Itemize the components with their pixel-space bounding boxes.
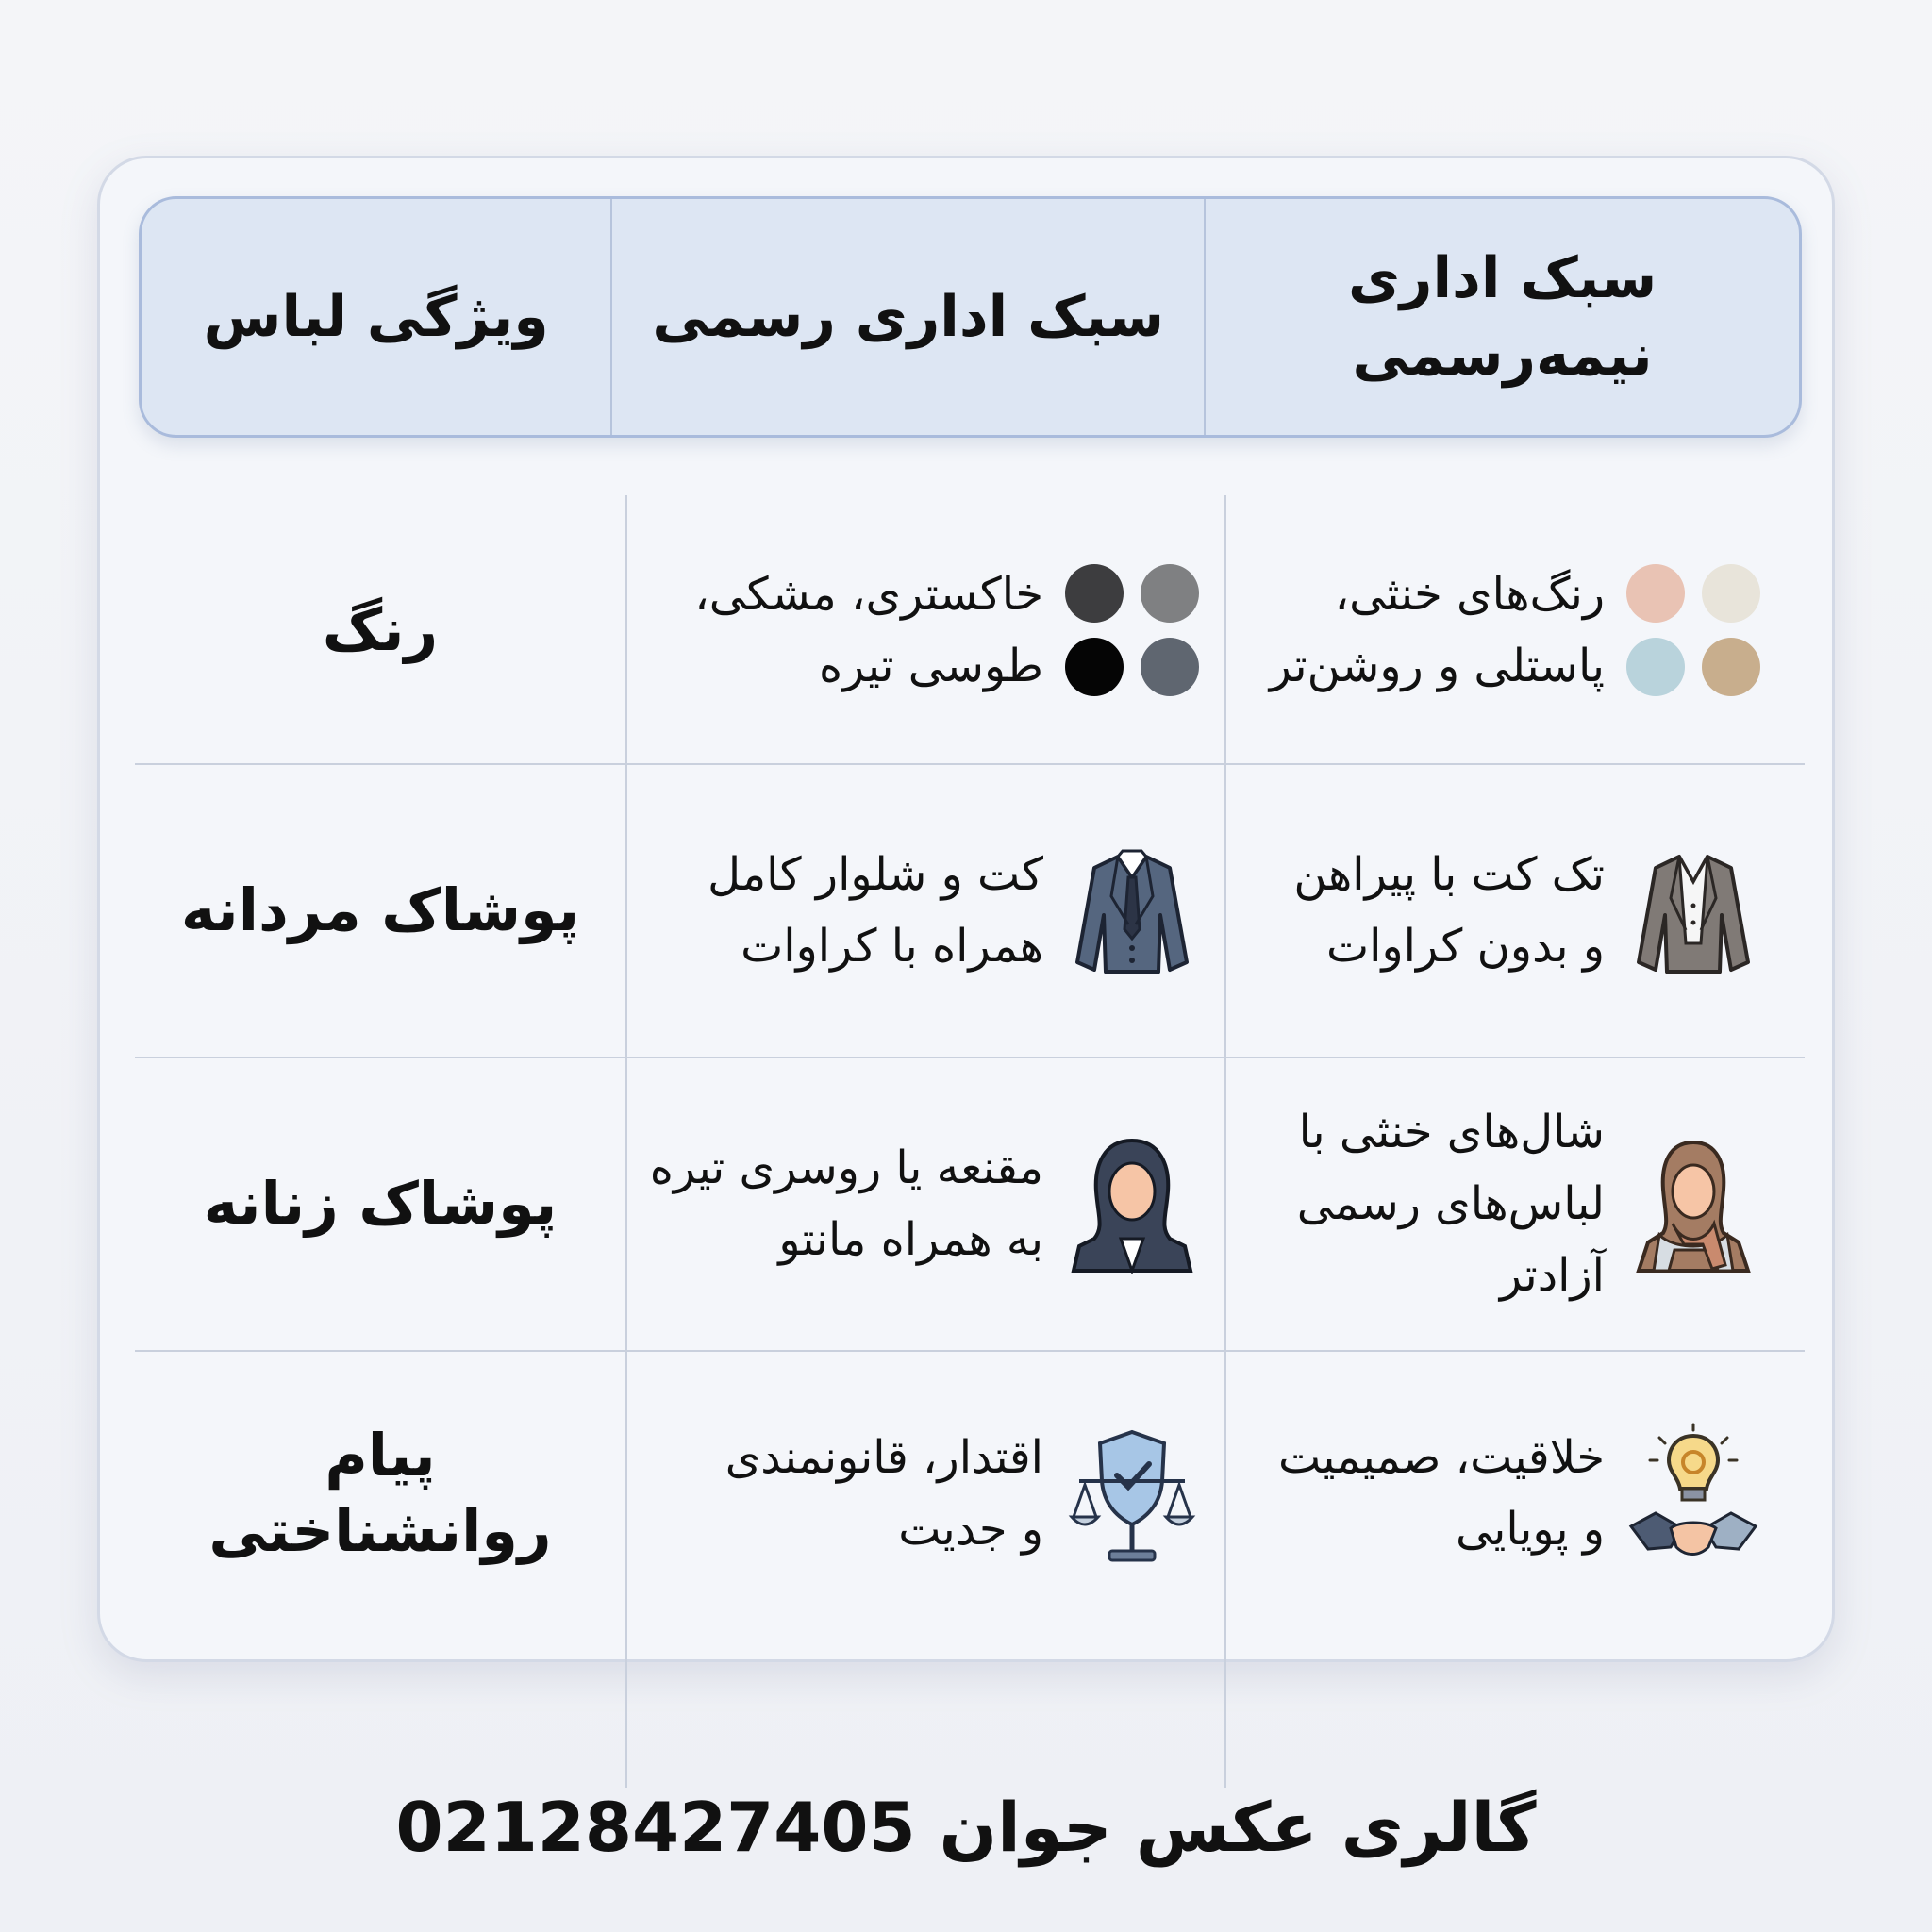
color-swatch — [1626, 564, 1685, 623]
cell-text: تک کت با پیراهن و بدون کراوات — [1293, 848, 1605, 973]
cell-text: شال‌های خنثی با لباس‌های رسمی آزادتر — [1296, 1106, 1605, 1302]
feature-label: پوشاک مردانه — [180, 875, 580, 944]
color-swatch — [1141, 638, 1199, 696]
header-semi-formal: سبک اداری نیمه‌رسمی — [1347, 245, 1657, 389]
cell-text: اقتدار، قانونمندی و جدیت — [724, 1431, 1043, 1556]
semi-formal-cell — [1226, 498, 1802, 762]
cell-text: خلاقیت، صمیمیت و پویایی — [1278, 1431, 1605, 1556]
table-row — [100, 1058, 1832, 1349]
color-swatches — [1066, 564, 1198, 696]
table-row — [100, 765, 1832, 1056]
color-swatch — [1065, 564, 1124, 623]
semi-formal-cell — [1226, 1352, 1802, 1635]
cell-text: خاکستری، مشکی، طوسی تیره — [694, 568, 1043, 692]
semi-formal-cell — [1226, 765, 1802, 1056]
cell-text: مقنعه یا روسری تیره به همراه مانتو — [649, 1141, 1043, 1266]
feature-label: پوشاک زنانه — [203, 1169, 558, 1238]
table-row — [100, 1352, 1832, 1635]
table-row — [100, 498, 1832, 762]
feature-label: پیام روانشناختی — [208, 1421, 552, 1565]
lightbulb-handshake-icon — [1627, 1423, 1759, 1564]
woman-dark-hijab-icon — [1066, 1133, 1198, 1274]
color-swatch — [1702, 638, 1760, 696]
dark-suit-tie-icon — [1066, 840, 1198, 981]
table-header — [139, 196, 1802, 438]
formal-cell — [627, 498, 1224, 762]
color-swatch — [1065, 638, 1124, 696]
formal-cell — [627, 1058, 1224, 1349]
header-formal: سبک اداری رسمی — [610, 199, 1206, 435]
header-feature: ویژگی لباس — [203, 284, 549, 350]
cell-text: کت و شلوار کامل همراه با کراوات — [708, 848, 1043, 973]
footer-contact: گالری عکس جوان 02128427405 — [395, 1788, 1537, 1867]
cell-text: رنگ‌های خنثی، پاستلی و روشن‌تر — [1269, 568, 1605, 692]
formal-cell — [627, 1352, 1224, 1635]
comparison-card — [97, 156, 1835, 1662]
gray-blazer-icon — [1627, 840, 1759, 981]
feature-label: رنگ — [322, 595, 439, 664]
color-swatch — [1702, 564, 1760, 623]
woman-scarf-icon — [1627, 1133, 1759, 1274]
color-swatch — [1141, 564, 1199, 623]
shield-scales-icon — [1066, 1423, 1198, 1564]
semi-formal-cell — [1226, 1058, 1802, 1349]
formal-cell — [627, 765, 1224, 1056]
color-swatch — [1626, 638, 1685, 696]
color-swatches — [1627, 564, 1759, 696]
